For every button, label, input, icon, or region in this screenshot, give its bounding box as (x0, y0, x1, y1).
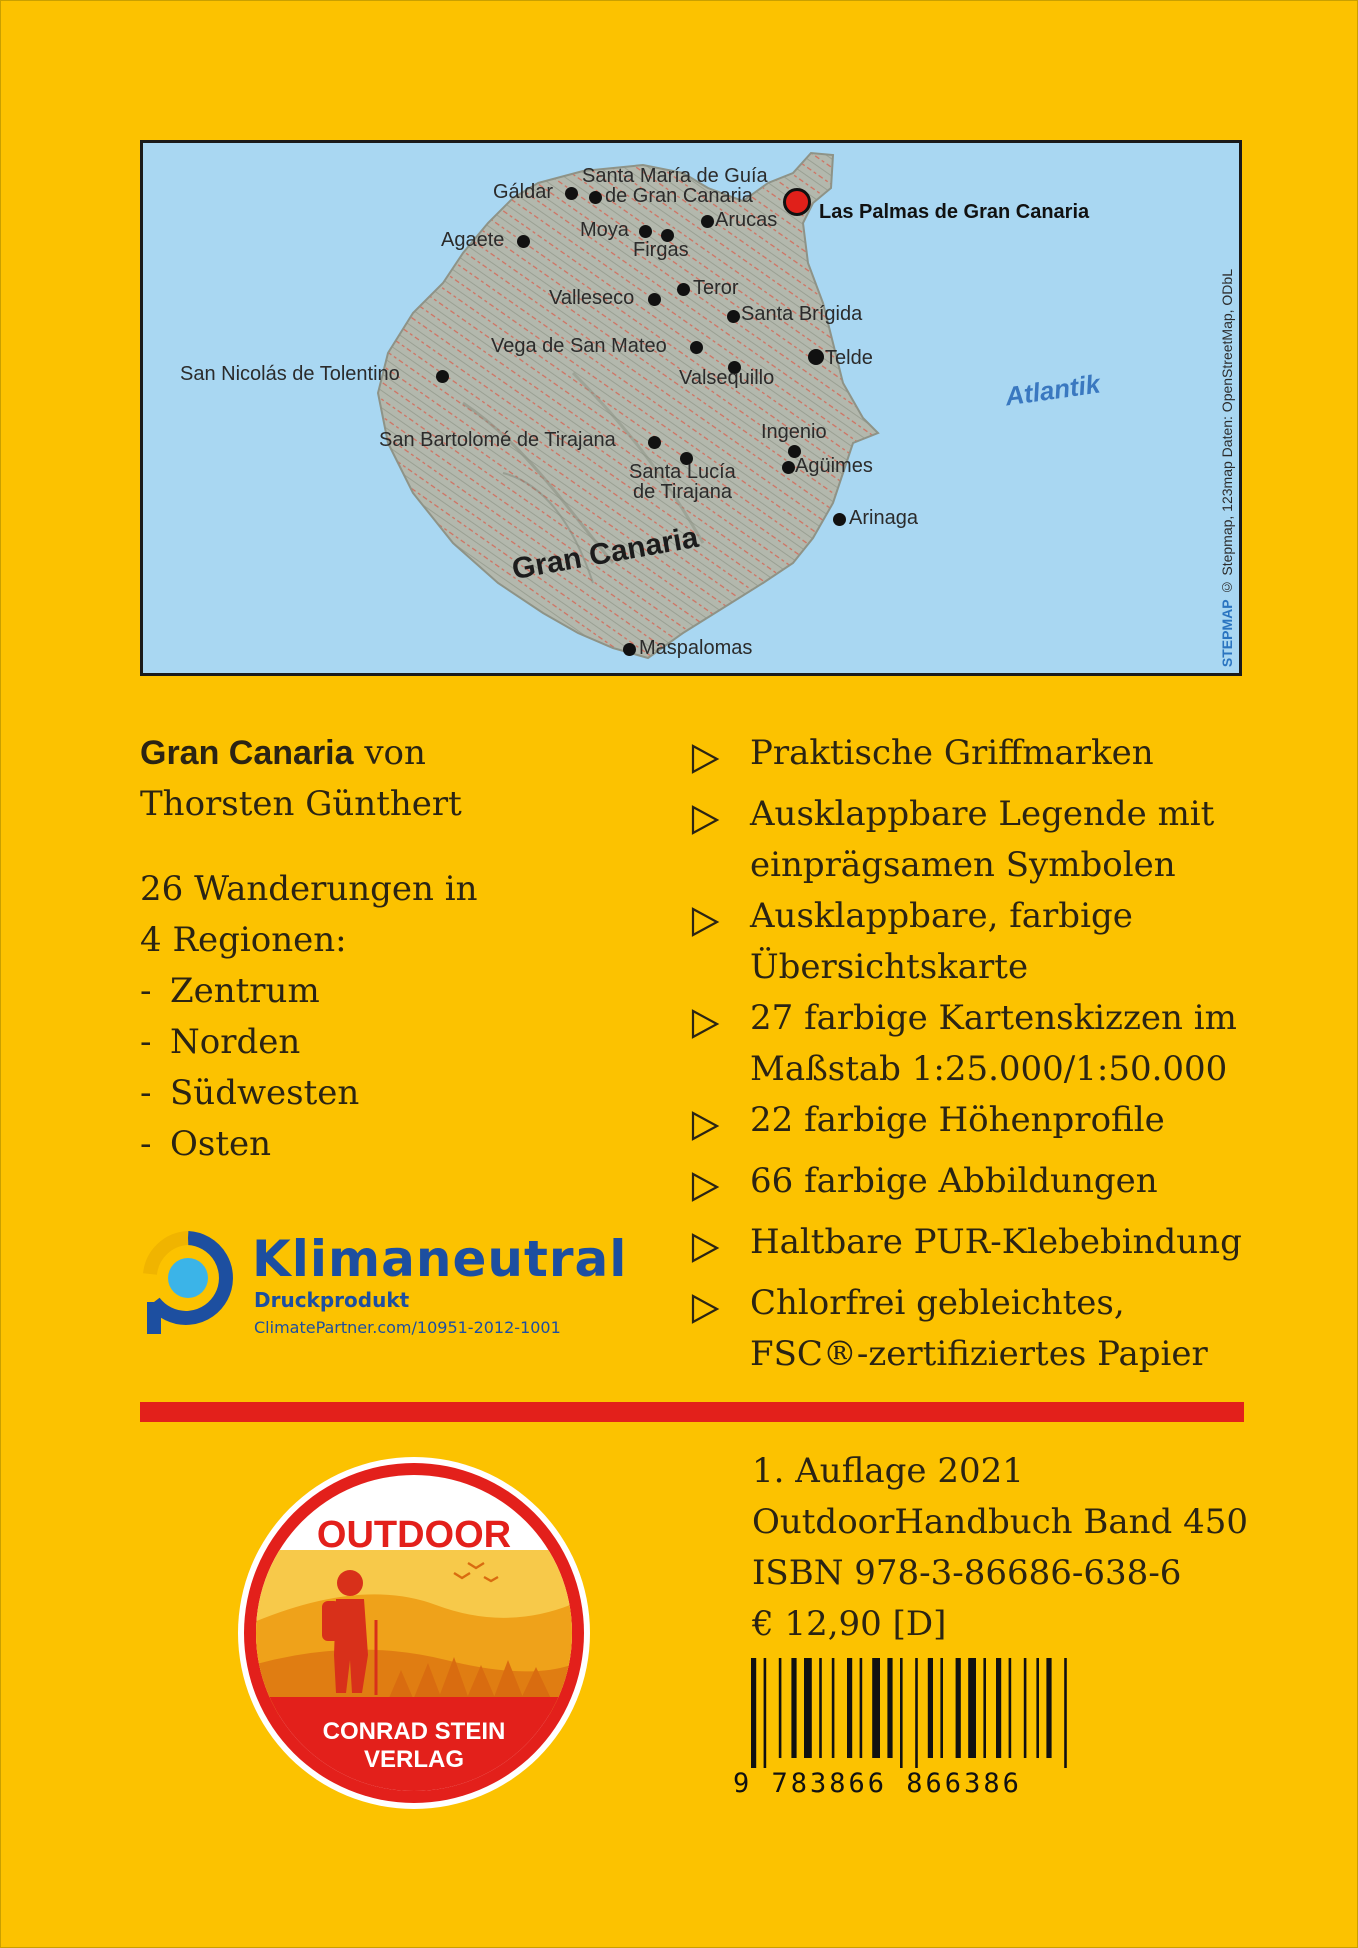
place-maspalomas: Maspalomas (639, 637, 753, 659)
barcode-bar (764, 1658, 767, 1768)
book-author: Thorsten Günthert (140, 784, 462, 824)
isbn: ISBN 978-3-86686-638-6 (752, 1553, 1182, 1593)
place-san-bartolome: San Bartolomé de Tirajana (379, 429, 616, 451)
edition: 1. Auflage 2021 (752, 1451, 1024, 1491)
barcode-bar (996, 1658, 1001, 1758)
place-teror: Teror (693, 277, 739, 299)
barcode-bar (1036, 1658, 1039, 1758)
book-by: von (364, 733, 426, 773)
place-dot (639, 225, 652, 238)
barcode-bar (956, 1658, 961, 1758)
credit-brand: STEPMAP (1219, 599, 1235, 667)
feature-item: Haltbare PUR-Klebebindung (690, 1217, 1250, 1278)
series: OutdoorHandbuch Band 450 (752, 1502, 1249, 1542)
feature-item: 66 farbige Abbildungen (690, 1156, 1250, 1217)
feature-item: 27 farbige Kartenskizzen im Maßstab 1:25.000/1:50.000 (690, 993, 1250, 1095)
place-dot (782, 461, 795, 474)
badge-bottom-2: VERLAG (363, 1746, 465, 1773)
triangle-bullet-icon (690, 1156, 750, 1217)
barcode-bar (915, 1658, 918, 1768)
place-dot (436, 370, 449, 383)
barcode-bar (1024, 1658, 1027, 1758)
triangle-bullet-icon (690, 993, 750, 1095)
region-item: - Zentrum (140, 971, 320, 1011)
barcode-bar (847, 1658, 852, 1758)
isbn-barcode (733, 1658, 1133, 1768)
barcode-bar (751, 1658, 756, 1768)
capital-dot (783, 188, 811, 216)
place-vega: Vega de San Mateo (491, 335, 667, 357)
badge-top-text: OUTDOOR (316, 1514, 512, 1556)
barcode-bar (779, 1658, 782, 1758)
barcode-bar (1064, 1658, 1067, 1768)
klima-title: Klimaneutral (252, 1230, 628, 1288)
feature-item: Praktische Griffmarken (690, 728, 1250, 789)
credit-text: © Stepmap, 123map Daten: OpenStreetMap, ODbL (1219, 268, 1235, 596)
place-arinaga: Arinaga (849, 507, 918, 529)
place-dot (648, 293, 661, 306)
triangle-bullet-icon (690, 728, 750, 789)
hikes-line-1: 26 Wanderungen in (140, 869, 478, 909)
place-aguimes: Agüimes (795, 455, 873, 477)
feature-item: 22 farbige Höhenprofile (690, 1095, 1250, 1156)
feature-item: Chlorfrei gebleichtes, FSC®-zertifiziertes Papier (690, 1278, 1250, 1380)
place-dot (648, 436, 661, 449)
place-santa-lucia-2: de Tirajana (633, 481, 732, 503)
feature-item: Ausklappbare Legende mit einprägsamen Symbolen (690, 789, 1250, 891)
barcode-bar (900, 1658, 903, 1768)
place-dot (833, 513, 846, 526)
region-item: - Norden (140, 1022, 301, 1062)
barcode-bar (804, 1658, 812, 1758)
barcode-bar (872, 1658, 880, 1758)
place-arucas: Arucas (715, 209, 778, 231)
place-san-nicolas: San Nicolás de Tolentino (180, 363, 400, 385)
place-santa-lucia-1: Santa Lucía (629, 461, 736, 483)
place-dot (701, 215, 714, 228)
barcode-bar (928, 1658, 933, 1758)
place-dot (565, 187, 578, 200)
book-summary (140, 728, 660, 1170)
climate-partner-icon (140, 1230, 236, 1342)
barcode-bar (940, 1658, 943, 1758)
barcode-bar (819, 1658, 822, 1758)
triangle-bullet-icon (690, 789, 750, 891)
badge-bottom-1: CONRAD STEIN (322, 1718, 506, 1745)
publication-info (752, 1446, 1249, 1650)
place-dot (690, 341, 703, 354)
place-galdar: Gáldar (493, 181, 554, 203)
place-ingenio: Ingenio (761, 421, 827, 443)
place-dot (808, 349, 824, 365)
klima-url: ClimatePartner.com/10951-2012-1001 (254, 1318, 561, 1337)
triangle-bullet-icon (690, 1095, 750, 1156)
capital-label: Las Palmas de Gran Canaria (819, 201, 1090, 223)
place-dot (623, 643, 636, 656)
region-item: - Osten (140, 1124, 272, 1164)
climate-neutral-logo (140, 1226, 660, 1346)
place-telde: Telde (825, 347, 873, 369)
place-valleseco: Valleseco (549, 287, 635, 309)
place-firgas: Firgas (633, 239, 689, 261)
outdoor-badge (236, 1455, 592, 1811)
title-line (140, 728, 660, 779)
barcode-bar (832, 1658, 835, 1758)
divider-bar (140, 1402, 1244, 1422)
place-moya: Moya (580, 219, 629, 241)
place-dot (677, 283, 690, 296)
place-dot (589, 191, 602, 204)
barcode-bar (983, 1658, 986, 1758)
map-credit (1219, 269, 1235, 667)
place-santa-brigida: Santa Brígida (741, 303, 863, 325)
barcode-bar (1046, 1658, 1051, 1758)
overview-map (140, 140, 1242, 676)
place-agaete: Agaete (441, 229, 505, 251)
place-dot (517, 235, 530, 248)
triangle-bullet-icon (690, 1278, 750, 1380)
price: € 12,90 [D] (752, 1604, 947, 1644)
place-guia-1: Santa María de Guía (582, 165, 768, 187)
barcode-bar (791, 1658, 796, 1758)
feature-item: Ausklappbare, farbige Übersichtskarte (690, 891, 1250, 993)
place-guia-2: de Gran Canaria (605, 185, 753, 207)
ocean-name: Atlantik (1003, 368, 1102, 412)
book-title: Gran Canaria (140, 734, 354, 772)
island-name: Gran Canaria (509, 520, 701, 587)
region-item: - Südwesten (140, 1073, 360, 1113)
barcode-bar (860, 1658, 863, 1758)
place-valsequillo: Valsequillo (679, 367, 775, 389)
barcode-digits: 9 783866 866386 (733, 1768, 1022, 1799)
barcode-bar (968, 1658, 976, 1758)
barcode-bar (1009, 1658, 1012, 1758)
place-dot (727, 310, 740, 323)
barcode-bar (887, 1658, 892, 1758)
triangle-bullet-icon (690, 891, 750, 993)
klima-subtitle: Druckprodukt (254, 1288, 410, 1312)
feature-list (690, 728, 1250, 1380)
hikes-line-2: 4 Regionen: (140, 920, 347, 960)
triangle-bullet-icon (690, 1217, 750, 1278)
